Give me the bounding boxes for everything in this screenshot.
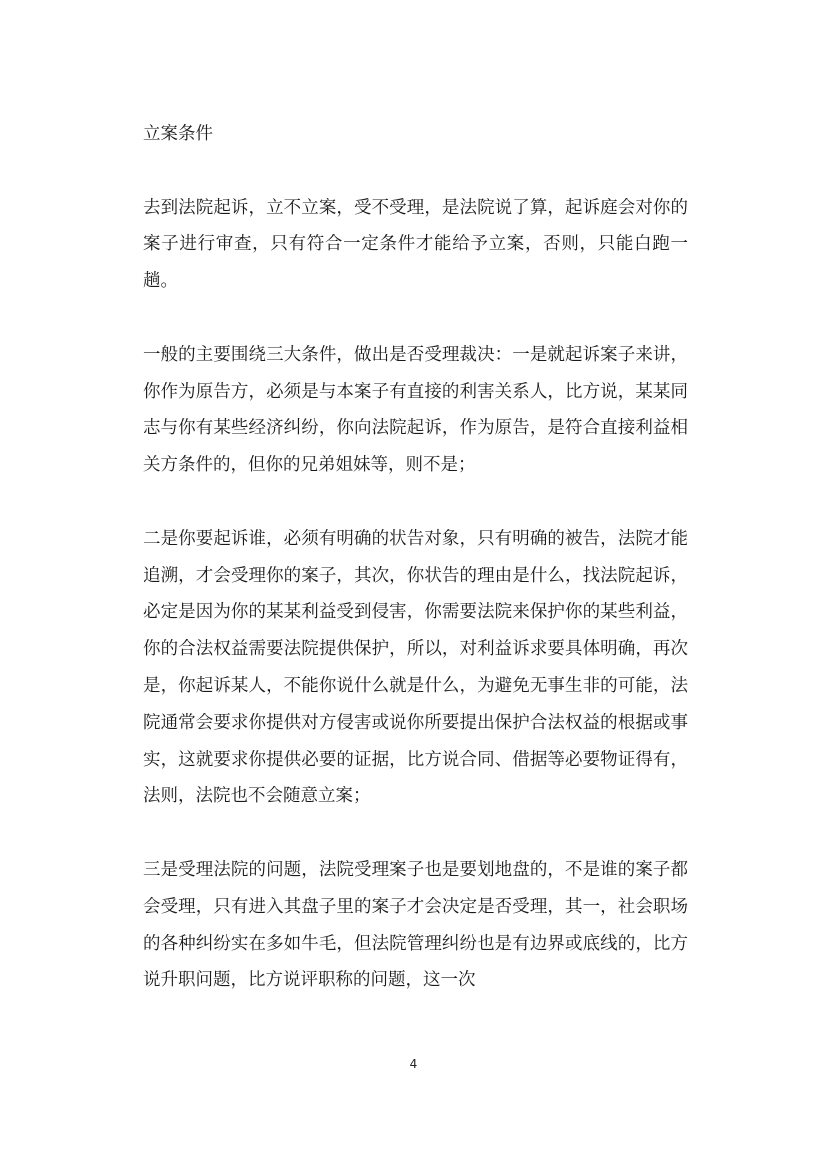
document-body bbox=[143, 116, 688, 1036]
page-number: 4 bbox=[409, 1057, 418, 1071]
paragraph-condition-two: 二是你要起诉谁，必须有明确的状告对象，只有明确的被告，法院才能追溯，才会受理你的案子，其次，你状告的理由是什么，找法院起诉，必定是因为你的某某利益受到侵害，你需要法院来保护你的某些利益，你的合法权益需要法院提供保护，所以，对利益诉求要具体明确，再次是，你起诉某人，不能你说什么就是什么，为避免无事生非的可能，法院通常会要求你提供对方侵害或说你所要提出保护合法权益的根据或事实，这就要求你提供必要的证据，比方说合同、借据等必要物证得有，法则，法院也不会随意立案； bbox=[143, 528, 688, 807]
paragraph-condition-one: 一般的主要围绕三大条件，做出是否受理裁决：一是就起诉案子来讲，你作为原告方，必须是与本案子有直接的利害关系人，比方说，某某同志与你有某些经济纠纷，你向法院起诉，作为原告，是符合直接利益相关方条件的，但你的兄弟姐妹等，则不是； bbox=[143, 344, 688, 476]
paragraph-condition-three: 三是受理法院的问题，法院受理案子也是要划地盘的，不是谁的案子都会受理，只有进入其盘子里的案子才会决定是否受理，其一，社会职场的各种纠纷实在多如牛毛，但法院管理纠纷也是有边界或底线的，比方说升职问题，比方说评职称的问题，这一次 bbox=[143, 859, 688, 991]
paragraph-intro: 去到法院起诉，立不立案，受不受理，是法院说了算，起诉庭会对你的案子进行审查，只有符合一定条件才能给予立案，否则，只能白跑一趟。 bbox=[143, 197, 688, 292]
section-heading: 立案条件 bbox=[143, 124, 213, 144]
